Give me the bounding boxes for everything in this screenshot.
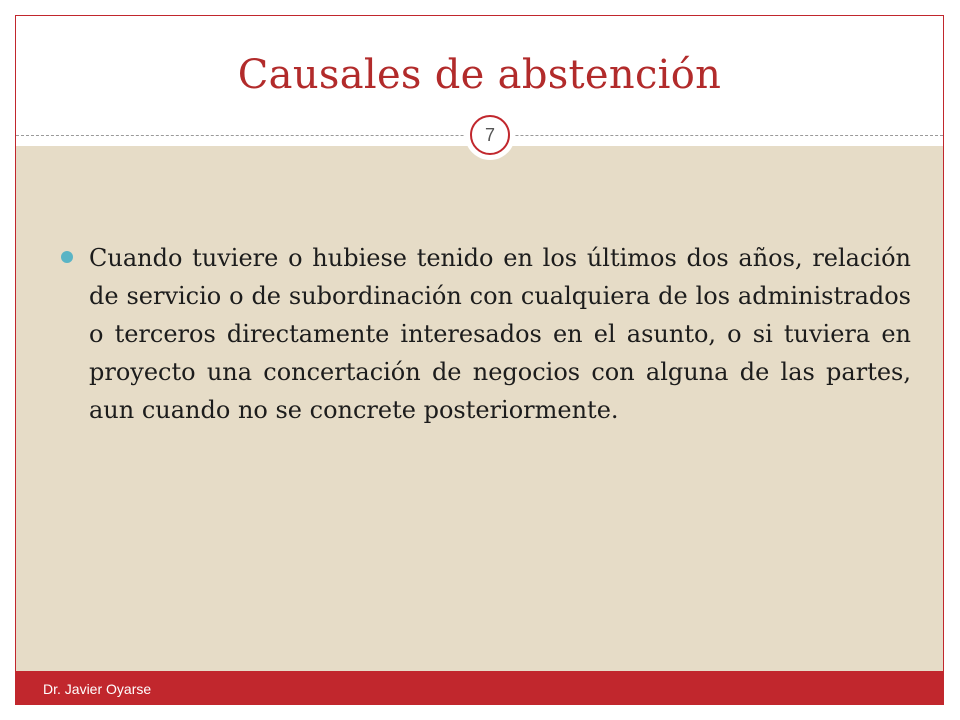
slide-frame [15, 15, 944, 705]
bullet-text: Cuando tuviere o hubiese tenido en los últimos dos años, relación de servicio o de subordinación con cualquiera de los administrados o terceros directamente interesados en el asunto, o si tuviera en proyecto una concertación de negocios con alguna de las partes, aun cuando no se concrete posteriormente. [89, 244, 911, 424]
slide-number-badge [465, 110, 515, 160]
slide-content [16, 146, 943, 671]
slide-title: Causales de abstención [237, 52, 722, 98]
bullet-item [61, 239, 911, 429]
footer-author: Dr. Javier Oyarse [43, 681, 152, 697]
slide-number: 7 [470, 115, 510, 155]
bullet-dot-icon [61, 251, 73, 263]
footer-bar [16, 671, 943, 705]
